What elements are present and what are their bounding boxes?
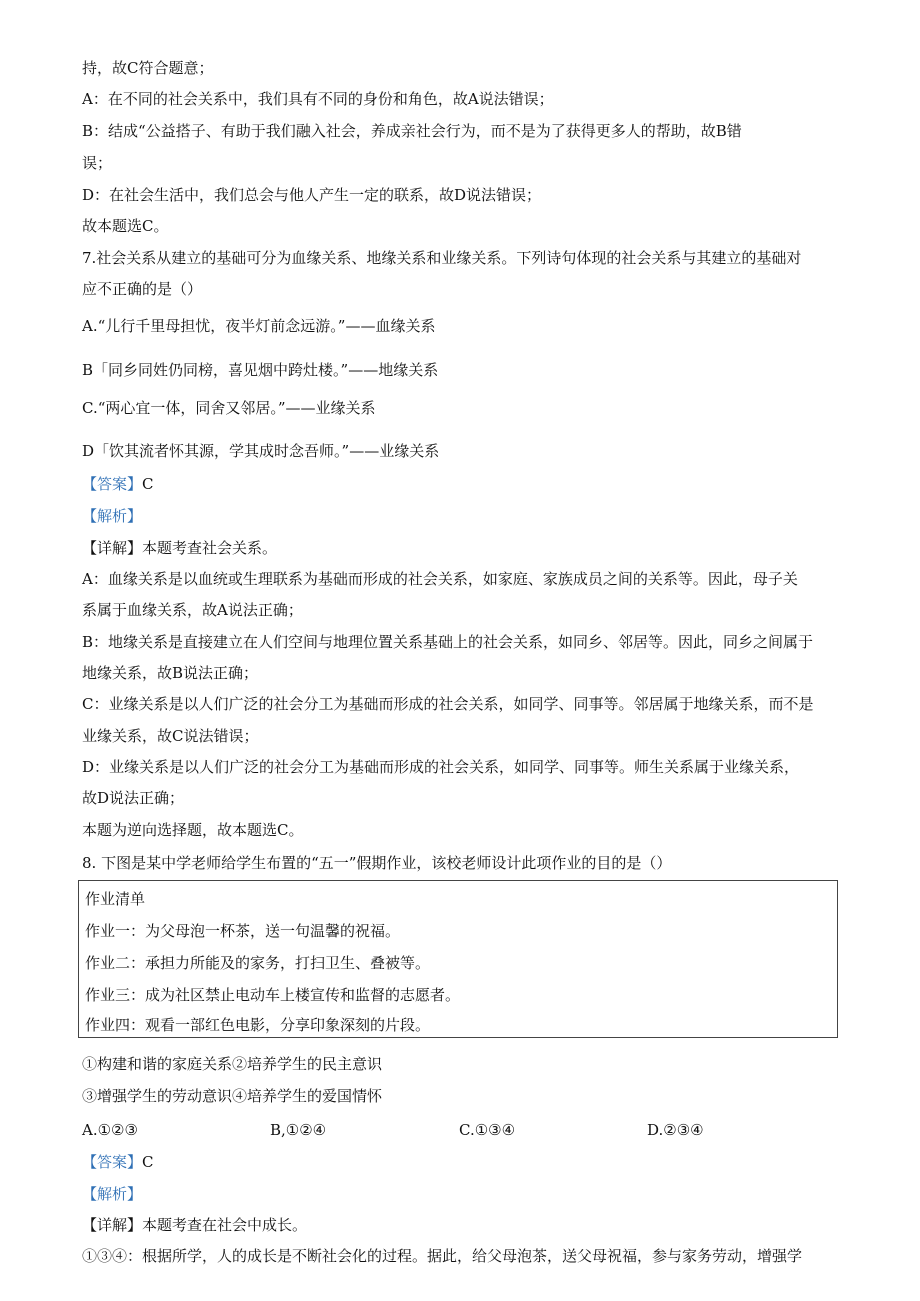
explanation-line: 业缘关系，故C说法错误； (82, 727, 259, 745)
question-7-option-c: C.“两心宜一体，同舍又邻居。”——业缘关系 (82, 399, 376, 417)
homework-item: 作业二：承担力所能及的家务，打扫卫生、叠被等。 (85, 954, 431, 972)
statement-line: ①构建和谐的家庭关系②培养学生的民主意识 (82, 1055, 383, 1073)
text-line: 故本题选C。 (82, 217, 169, 235)
question-7-option-a: A.“儿行千里母担忧，夜半灯前念远游。”——血缘关系 (82, 317, 436, 335)
answer-tag: 【答案】 (82, 475, 143, 493)
explanation-line: A：血缘关系是以血统或生理联系为基础而形成的社会关系，如家庭、家族成员之间的关系等。因此，母子关 (82, 570, 798, 588)
explanation-line: 本题为逆向选择题，故本题选C。 (82, 821, 304, 839)
detail-heading: 【详解】本题考查社会关系。 (82, 539, 278, 557)
question-7-stem: 7.社会关系从建立的基础可分为血缘关系、地缘关系和业缘关系。下列诗句体现的社会关系与其建立的基础对 (82, 249, 802, 267)
explanation-line: 系属于血缘关系，故A说法正确； (82, 601, 303, 619)
homework-list-title: 作业清单 (85, 890, 146, 908)
explanation-line: 故D说法正确； (82, 789, 185, 807)
question-8-stem: 8. 下图是某中学老师给学生布置的“五一”假期作业，该校老师设计此项作业的目的是（） (82, 854, 672, 872)
question-8-option-b: B,①②④ (270, 1121, 327, 1139)
explanation-line: B：地缘关系是直接建立在人们空间与地理位置关系基础上的社会关系，如同乡、邻居等。因此，同乡之间属于 (82, 633, 814, 651)
homework-item: 作业三：成为社区禁止电动车上楼宣传和监督的志愿者。 (85, 986, 461, 1004)
homework-item: 作业四：观看一部红色电影，分享印象深刻的片段。 (85, 1016, 431, 1034)
analysis-tag: 【解析】 (82, 507, 143, 525)
question-7-option-b: B「同乡同姓仍同榜，喜见烟中跨灶楼。”——地缘关系 (82, 361, 439, 379)
answer-tag: 【答案】 (82, 1153, 143, 1171)
question-8-option-c: C.①③④ (459, 1121, 516, 1139)
explanation-line: ①③④：根据所学，人的成长是不断社会化的过程。据此，给父母泡茶，送父母祝福，参与家务劳动，增强学 (82, 1247, 803, 1265)
question-8-option-a: A.①②③ (82, 1121, 138, 1139)
analysis-tag: 【解析】 (82, 1185, 143, 1203)
homework-item: 作业一：为父母泡一杯茶，送一句温馨的祝福。 (85, 922, 401, 940)
question-7-option-d: D「饮其流者怀其源，学其成时念吾师。”——业缘关系 (82, 442, 440, 460)
statement-line: ③增强学生的劳动意识④培养学生的爱国情怀 (82, 1087, 383, 1105)
explanation-line: D：业缘关系是以人们广泛的社会分工为基础而形成的社会关系，如同学、同事等。师生关系属于业缘关系， (82, 758, 800, 776)
text-line: A：在不同的社会关系中，我们具有不同的身份和角色，故A说法错误； (82, 90, 554, 108)
text-line: B：结成“公益搭子、有助于我们融入社会，养成亲社会行为，而不是为了获得更多人的帮助，故B错 (82, 122, 742, 140)
text-line: 持，故C符合题意； (82, 59, 214, 77)
question-7-stem: 应不正确的是（） (82, 280, 203, 298)
question-7-answer (82, 474, 154, 494)
explanation-line: 地缘关系，故B说法正确； (82, 664, 259, 682)
homework-list-box (78, 880, 838, 1038)
explanation-line: C：业缘关系是以人们广泛的社会分工为基础而形成的社会关系，如同学、同事等。邻居属于地缘关系，而不是 (82, 695, 814, 713)
text-line: D：在社会生活中，我们总会与他人产生一定的联系，故D说法错误； (82, 186, 542, 204)
answer-value: C (142, 1153, 154, 1171)
question-8-option-d: D.②③④ (647, 1121, 704, 1139)
detail-heading: 【详解】本题考查在社会中成长。 (82, 1216, 308, 1234)
answer-value: C (142, 475, 154, 493)
question-8-answer (82, 1152, 154, 1172)
text-line: 误； (82, 154, 113, 172)
